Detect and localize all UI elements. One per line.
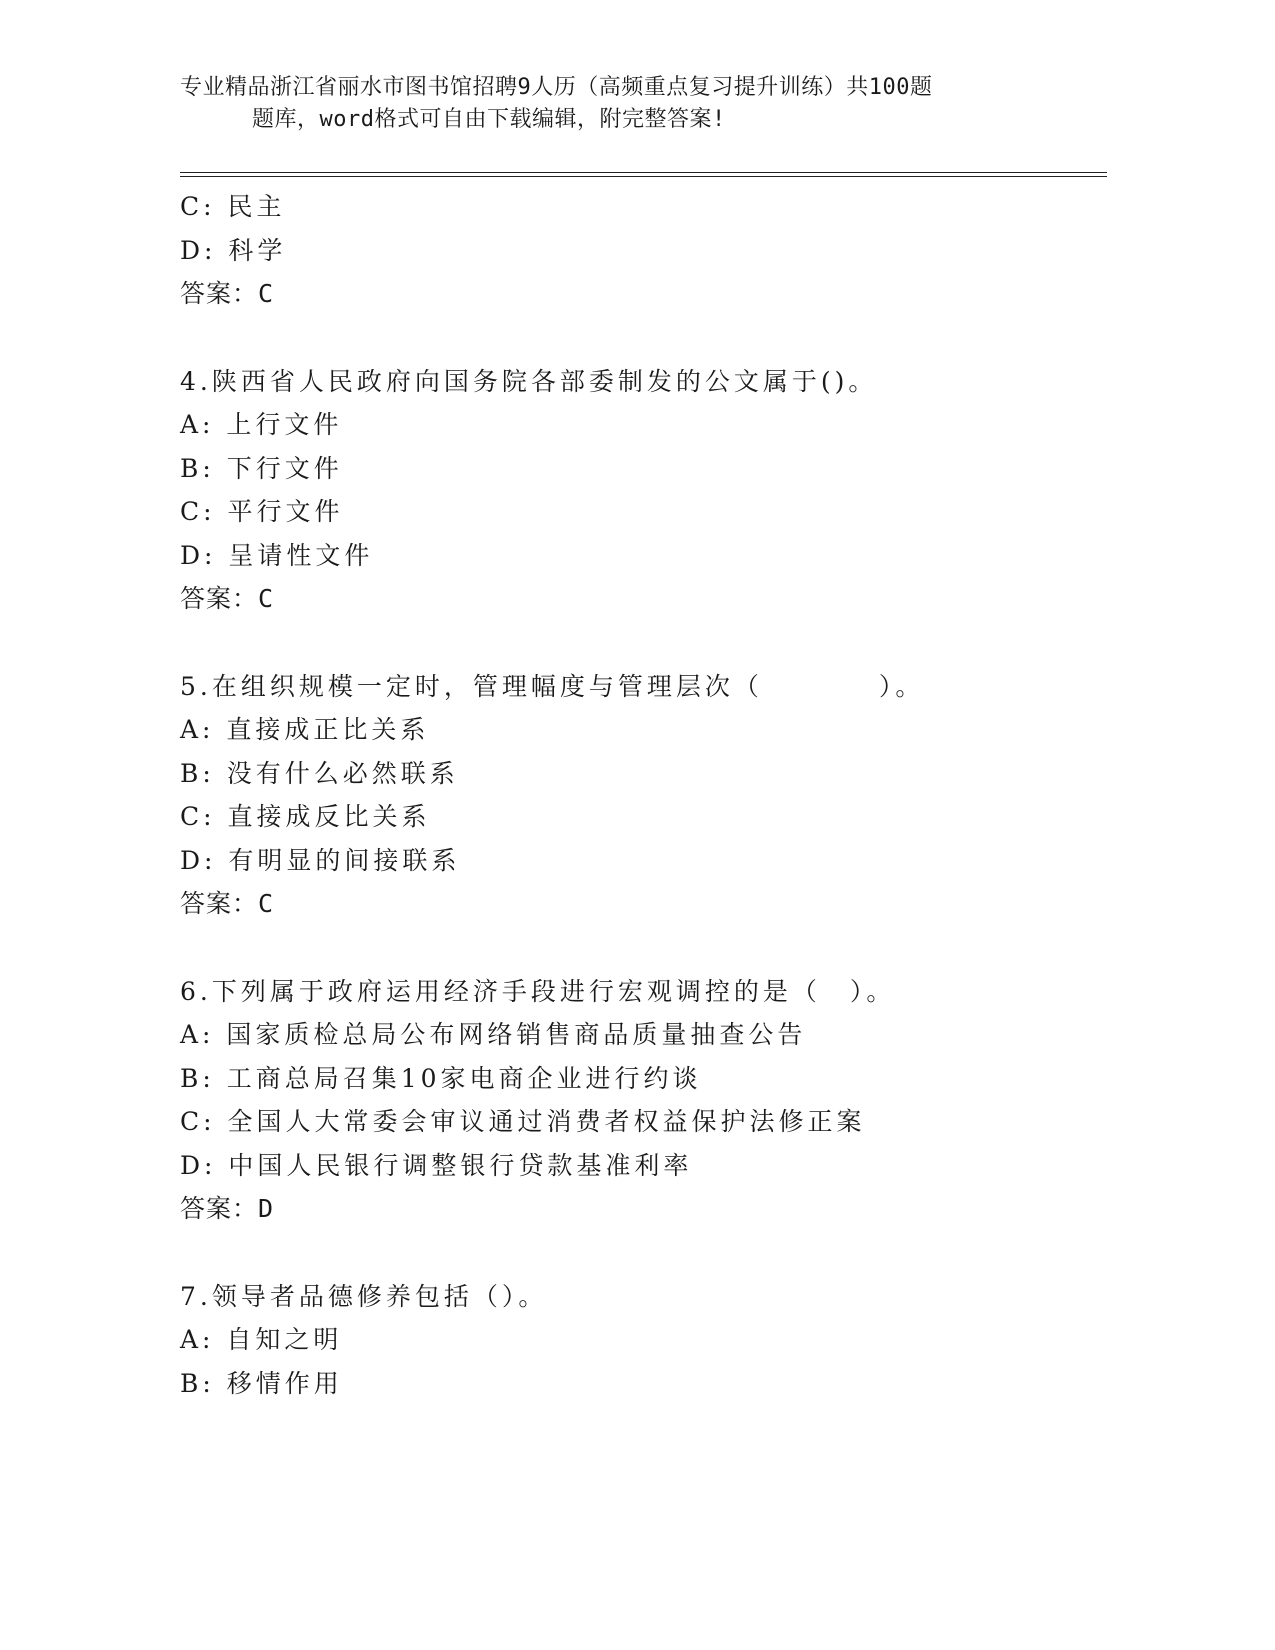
option-a: A: 自知之明 — [180, 1325, 343, 1354]
question-block-continued — [180, 185, 1110, 316]
option-d: D: 呈请性文件 — [180, 540, 374, 570]
document-header — [180, 72, 1060, 136]
header-title-line2: 题库，word格式可自由下载编辑，附完整答案! — [252, 107, 726, 132]
option-b: B: 工商总局召集10家电商企业进行约谈 — [180, 1063, 702, 1093]
question-block — [180, 360, 1110, 621]
header-rule-bottom — [180, 176, 1107, 177]
answer-line: 答案：D — [180, 1194, 275, 1223]
option-a: A: 国家质检总局公布网络销售商品质量抽查公告 — [180, 1020, 807, 1049]
question-stem: 5.在组织规模一定时，管理幅度与管理层次（ ）。 — [180, 671, 925, 701]
question-stem: 7.领导者品德修养包括（）。 — [180, 1281, 548, 1311]
spacer — [180, 926, 1110, 970]
option-d: D: 中国人民银行调整银行贷款基准利率 — [180, 1150, 693, 1180]
option-c: C: 平行文件 — [180, 497, 344, 526]
spacer — [180, 621, 1110, 665]
option-c: C: 直接成反比关系 — [180, 802, 431, 831]
answer-line: 答案：C — [180, 279, 275, 308]
spacer — [180, 1231, 1110, 1275]
question-stem: 4.陕西省人民政府向国务院各部委制发的公文属于()。 — [180, 366, 878, 396]
option-b: B: 没有什么必然联系 — [180, 758, 459, 788]
option-b: B: 移情作用 — [180, 1368, 343, 1398]
question-block — [180, 1275, 1110, 1406]
question-stem: 6.下列属于政府运用经济手段进行宏观调控的是（ ）。 — [180, 976, 896, 1006]
answer-line: 答案：C — [180, 889, 275, 918]
question-block — [180, 665, 1110, 926]
option-d: D: 有明显的间接联系 — [180, 845, 461, 875]
header-title-line1: 专业精品浙江省丽水市图书馆招聘9人历（高频重点复习提升训练）共100题 — [180, 75, 933, 100]
header-rule-top — [180, 172, 1107, 173]
option-b: B: 下行文件 — [180, 453, 343, 483]
option-a: A: 上行文件 — [180, 410, 343, 439]
question-block — [180, 970, 1110, 1231]
option-d: D: 科学 — [180, 235, 287, 265]
question-list — [180, 185, 1110, 1405]
option-c: C: 民主 — [180, 192, 286, 221]
answer-line: 答案：C — [180, 584, 275, 613]
option-c: C: 全国人大常委会审议通过消费者权益保护法修正案 — [180, 1107, 866, 1136]
option-a: A: 直接成正比关系 — [180, 715, 430, 744]
spacer — [180, 316, 1110, 360]
